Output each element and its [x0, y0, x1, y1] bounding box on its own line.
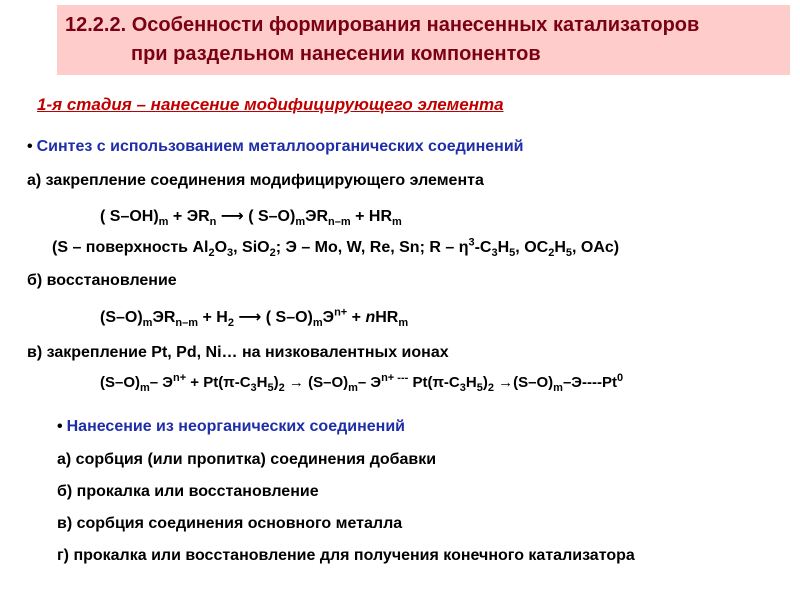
list-item: а) сорбция (или пропитка) соединения добавки — [57, 451, 437, 468]
equation-1-note: (S – поверхность $Al_2O_3$, SiO$_2$; Э – Mo, W, Re, Sn; R – $\eta^3-C_3H_5$, $OC_2H_5$, OAc) — [52, 236, 620, 260]
section2-heading: Нанесение из неорганических соединений — [66, 418, 405, 435]
stage-heading: 1-я стадия – нанесение модифицирующего элемента — [37, 95, 504, 114]
equation-2: $(S-O)_mЭR_{n-m} + H_2$ ⟶ ( $S-O)_mЭ^{n+} + nHR_m$ — [100, 306, 409, 330]
step-a-label: а) закрепление соединения модифицирующего элемента — [27, 172, 484, 189]
step-b-label: б) восстановление — [27, 272, 177, 289]
section1-heading: Синтез с использованием металлоорганических соединений — [36, 138, 524, 155]
page-title-line1: 12.2.2. Особенности формирования нанесенных катализаторов — [65, 14, 700, 36]
equation-3: $(S-O)_m-$ $Э^{n+} + Pt(\pi-C_3H_5)_2 \to (S-O)_m-$ $Э^{n+ ---}$ $Pt(\pi-C_3H_5)_2 \to(S-O)_m-Э----Pt^0$ — [100, 372, 624, 394]
list-item: г) прокалка или восстановление для получения конечного катализатора — [57, 547, 635, 564]
page-title-line2: при раздельном нанесении компонентов — [131, 43, 541, 65]
list-item: б) прокалка или восстановление — [57, 483, 319, 500]
section1-heading-row — [27, 138, 524, 156]
section2-heading-row — [57, 418, 405, 436]
bullet-icon: • — [27, 138, 33, 155]
bullet-icon: • — [57, 418, 63, 435]
step-c-label: в) закрепление Pt, Pd, Ni… на низковалентных ионах — [27, 344, 449, 361]
equation-1: ( $S-OH)_m + ЭR_n$ ⟶ ( $S-O)_mЭR_{n-m} + HR_m$ — [100, 208, 402, 229]
list-item: в) сорбция соединения основного металла — [57, 515, 403, 532]
